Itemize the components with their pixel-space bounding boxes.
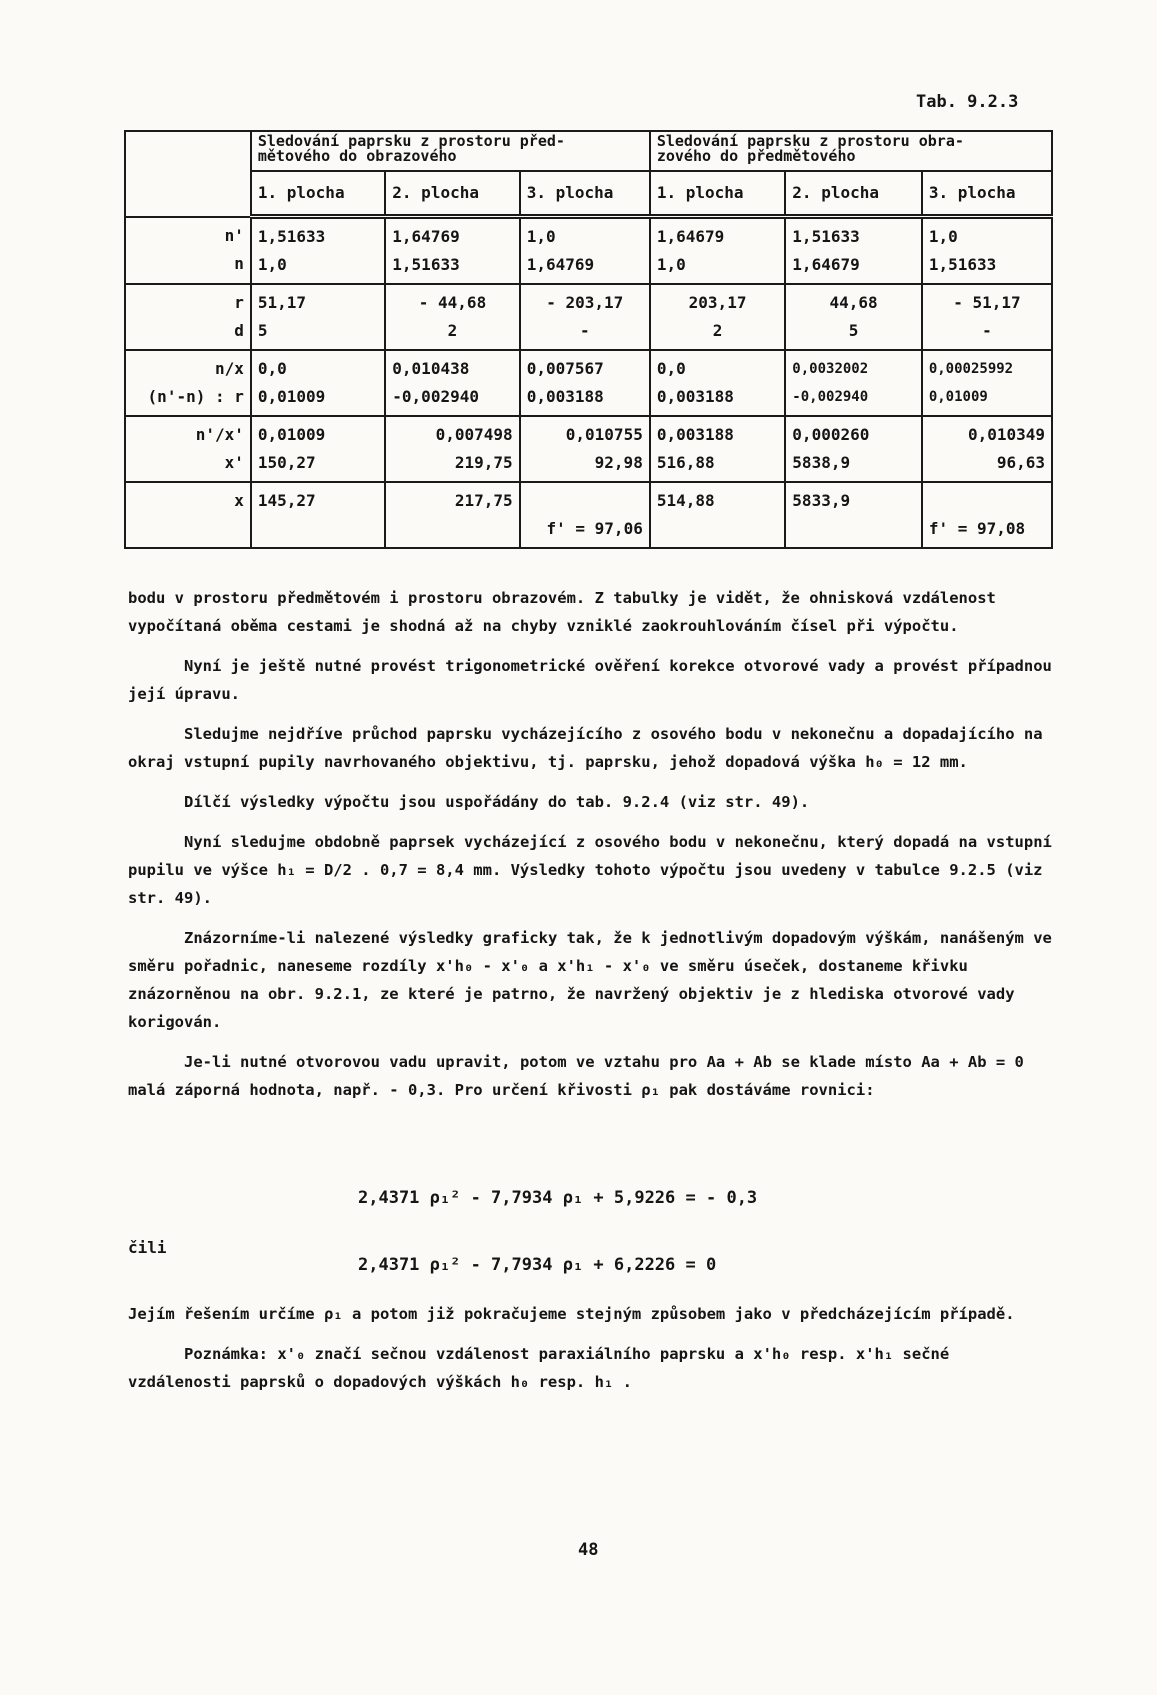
equation: 2,4371 ρ₁² - 7,7934 ρ₁ + 5,9226 = - 0,3 <box>358 1188 758 1208</box>
equation: 2,4371 ρ₁² - 7,7934 ρ₁ + 6,2226 = 0 <box>358 1255 717 1275</box>
table-cell: 0,01009 150,27 <box>251 416 385 482</box>
paragraph: Znázorníme-li nalezené výsledky graficky tak, že k jednotlivým dopadovým výškám, nanášeným ve směru pořadnic, naneseme rozdíly x'h₀ - x'₀ a x'h₁ - x'₀ ve směru úseček, dostaneme křivku znázorněnou na obr. 9.2.1, ze které je patrno, že navržený objektiv je z hlediska otvorové vady korigován. <box>128 929 1052 1031</box>
sub-header: 3. plocha <box>922 171 1052 217</box>
table-cell: 1,64769 1,51633 <box>385 217 519 285</box>
row-label: r d <box>125 284 251 350</box>
row-label: n/x (n'-n) : r <box>125 350 251 416</box>
group-header-object-to-image: Sledování paprsku z prostoru před- mětového do obrazového <box>251 131 650 171</box>
table-cell: 1,0 1,64769 <box>520 217 650 285</box>
group-header-image-to-object: Sledování paprsku z prostoru obra- zového do předmětového <box>650 131 1052 171</box>
paragraph: Sledujme nejdříve průchod paprsku vycházejícího z osového bodu v nekonečnu a dopadajícího na okraj vstupní pupily navrhovaného objektivu, tj. paprsku, jehož dopadová výška h₀ = 12 mm. <box>128 725 1043 771</box>
table-row <box>125 416 1052 482</box>
table-corner-cell <box>125 131 251 217</box>
table-cell: 0,003188 516,88 <box>650 416 785 482</box>
sub-header: 1. plocha <box>251 171 385 217</box>
table-cell: 0,010755 92,98 <box>520 416 650 482</box>
table-cell: 0,010438 -0,002940 <box>385 350 519 416</box>
data-table <box>124 130 1053 549</box>
table-label: Tab. 9.2.3 <box>916 92 1019 112</box>
sub-header: 1. plocha <box>650 171 785 217</box>
table-cell: - 51,17 - <box>922 284 1052 350</box>
table-cell: - 203,17 - <box>520 284 650 350</box>
body-text <box>128 584 1058 1116</box>
paragraph: Nyní sledujme obdobně paprsek vycházející z osového bodu v nekonečnu, který dopadá na vstupní pupilu ve výšce h₁ = D/2 . 0,7 = 8,4 mm. Výsledky tohoto výpočtu jsou uvedeny v tabulce 9.2.5 (viz str. 49). <box>128 833 1052 907</box>
table-row <box>125 482 1052 548</box>
paragraph: bodu v prostoru předmětovém i prostoru obrazovém. Z tabulky je vidět, že ohnisková vzdálenost vypočítaná oběma cestami je shodná až na chyby vzniklé zaokrouhlováním čísel při výpočtu. <box>128 589 996 635</box>
page-number: 48 <box>578 1540 599 1560</box>
table-cell: - 44,68 2 <box>385 284 519 350</box>
table-cell: 0,007567 0,003188 <box>520 350 650 416</box>
table-cell: 1,51633 1,0 <box>251 217 385 285</box>
table-cell: 217,75 <box>385 482 519 548</box>
sub-header: 2. plocha <box>385 171 519 217</box>
sub-header: 2. plocha <box>785 171 922 217</box>
table-cell: 1,64679 1,0 <box>650 217 785 285</box>
table-cell: 44,68 5 <box>785 284 922 350</box>
table-cell: 145,27 <box>251 482 385 548</box>
table-cell: 0,000260 5838,9 <box>785 416 922 482</box>
focal-length-cell: f' = 97,06 <box>520 482 650 548</box>
table-cell: 0,007498 219,75 <box>385 416 519 482</box>
row-label: x <box>125 482 251 548</box>
table-row <box>125 350 1052 416</box>
paragraph: Je-li nutné otvorovou vadu upravit, potom ve vztahu pro Aa + Ab se klade místo Aa + Ab = 0 malá záporná hodnota, např. - 0,3. Pro určení křivosti ρ₁ pak dostáváme rovnici: <box>128 1053 1024 1099</box>
paragraph: Dílčí výsledky výpočtu jsou uspořádány do tab. 9.2.4 (viz str. 49). <box>184 793 810 811</box>
paragraph: Jejím řešením určíme ρ₁ a potom již pokračujeme stejným způsobem jako v předcházejícím případě. <box>128 1305 1015 1323</box>
row-label: n' n <box>125 217 251 285</box>
table-row <box>125 284 1052 350</box>
closing-text <box>128 1300 1058 1408</box>
sub-header: 3. plocha <box>520 171 650 217</box>
paragraph: Nyní je ještě nutné provést trigonometrické ověření korekce otvorové vady a provést případnou její úpravu. <box>128 657 1052 703</box>
table-cell: 0,0032002 -0,002940 <box>785 350 922 416</box>
table-cell: 203,17 2 <box>650 284 785 350</box>
table-cell: 51,17 5 <box>251 284 385 350</box>
table-cell: 0,010349 96,63 <box>922 416 1052 482</box>
table-row <box>125 217 1052 285</box>
table-cell: 0,0 0,01009 <box>251 350 385 416</box>
table-cell: 514,88 <box>650 482 785 548</box>
focal-length-cell: f' = 97,08 <box>922 482 1052 548</box>
table-cell: 1,51633 1,64679 <box>785 217 922 285</box>
note-paragraph: Poznámka: x'₀ značí sečnou vzdálenost paraxiálního paprsku a x'h₀ resp. x'h₁ sečné vzdálenosti paprsků o dopadových výškách h₀ resp. h₁ . <box>128 1345 950 1391</box>
connector-text: čili <box>128 1238 167 1257</box>
table-cell: 0,0 0,003188 <box>650 350 785 416</box>
table-cell: 0,00025992 0,01009 <box>922 350 1052 416</box>
table-cell: 5833,9 <box>785 482 922 548</box>
row-label: n'/x' x' <box>125 416 251 482</box>
table-cell: 1,0 1,51633 <box>922 217 1052 285</box>
